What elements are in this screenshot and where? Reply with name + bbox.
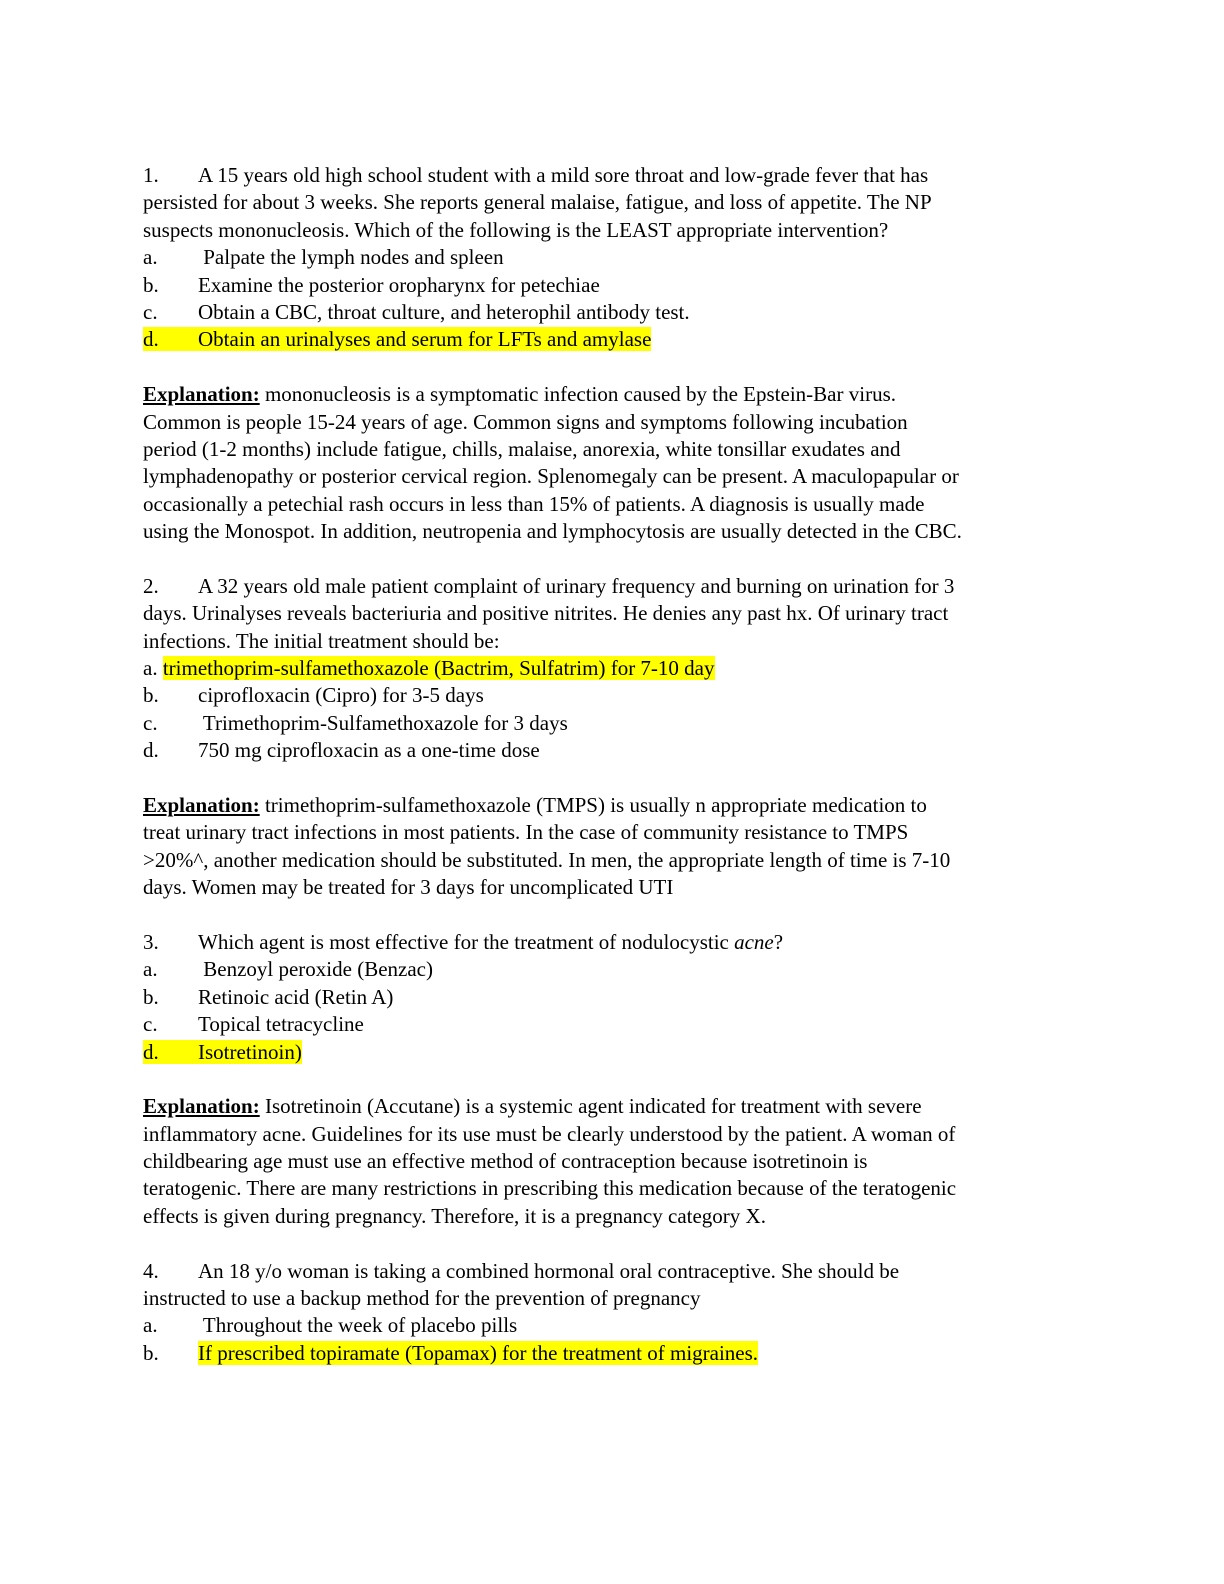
question-number: 3. (143, 929, 159, 954)
explanation-line: occasionally a petechial rash occurs in less than 15% of patients. A diagnosis is usually made (143, 491, 925, 516)
question-2 (143, 573, 1088, 902)
answer-option-d: d. 750 mg ciprofloxacin as a one-time dose (143, 738, 540, 763)
explanation-3: Explanation: Isotretinoin (Accutane) is a systemic agent indicated for treatment with severe inflammatory acne. Guidelines for its use must be clearly understood by the patient. A woman of childbearing age must use an effective method of contraception because isotretinoin is teratogenic. There are many restrictions in prescribing this medication because of the teratogenic effects is given during pregnancy. Therefore, it is a pregnancy category X. (143, 1093, 1088, 1230)
question-3 (143, 929, 1088, 1230)
explanation-line: treat urinary tract infections in most patients. In the case of community resistance to TMPS (143, 820, 909, 845)
answer-option-b: b. ciprofloxacin (Cipro) for 3-5 days (143, 683, 484, 708)
explanation-line: days. Women may be treated for 3 days for uncomplicated UTI (143, 875, 674, 900)
answer-option-a: a. Benzoyl peroxide (Benzac) (143, 957, 433, 982)
explanation-1: Explanation: mononucleosis is a symptomatic infection caused by the Epstein-Bar virus. Common is people 15-24 years of age. Common signs and symptoms following incubation period (1-2 months) include fatigue, chills, malaise, anorexia, white tonsillar exudates and lymphadenopathy or posterior cervical region. Splenomegaly can be present. A maculopapular or occasionally a petechial rash occurs in less than 15% of patients. A diagnosis is usually made using the Monospot. In addition, neutropenia and lymphocytosis are usually detected in the CBC. (143, 381, 1088, 545)
answer-option-b: b. Examine the posterior oropharynx for petechiae (143, 272, 600, 297)
explanation-line: inflammatory acne. Guidelines for its use must be clearly understood by the patient. A woman of (143, 1121, 956, 1146)
question-number: 1. (143, 163, 159, 187)
explanation-line: >20%^, another medication should be substituted. In men, the appropriate length of time is 7-10 (143, 847, 951, 872)
question-1 (143, 162, 1088, 545)
question-number: 2. (143, 573, 159, 598)
question-stem-line: 2. A 32 years old male patient complaint of urinary frequency and burning on urination for 3 (143, 573, 1088, 600)
explanation-line: effects is given during pregnancy. Therefore, it is a pregnancy category X. (143, 1203, 766, 1228)
question-stem-line: days. Urinalyses reveals bacteriuria and positive nitrites. He denies any past hx. Of urinary tract (143, 601, 949, 626)
question-stem-line: instructed to use a backup method for the prevention of pregnancy (143, 1286, 701, 1311)
explanation-line: Common is people 15-24 years of age. Common signs and symptoms following incubation (143, 409, 908, 434)
answer-option-c: c. Topical tetracycline (143, 1012, 364, 1037)
explanation-line: childbearing age must use an effective method of contraception because isotretinoin is (143, 1149, 868, 1174)
question-stem-line: 3. Which agent is most effective for the treatment of nodulocystic acne? (143, 929, 1088, 956)
explanation-line: lymphadenopathy or posterior cervical region. Splenomegaly can be present. A maculopapular or (143, 464, 959, 489)
explanation-label: Explanation: (143, 1094, 260, 1119)
explanation-line: period (1-2 months) include fatigue, chills, malaise, anorexia, white tonsillar exudates and (143, 436, 901, 461)
question-4 (143, 1258, 1088, 1368)
explanation-2: Explanation: trimethoprim-sulfamethoxazole (TMPS) is usually n appropriate medication to treat urinary tract infections in most patients. In the case of community resistance to TMPS >20%^, another medication should be substituted. In men, the appropriate length of time is 7-10 days. Women may be treated for 3 days for uncomplicated UTI (143, 792, 1088, 902)
answer-option-c: c. Obtain a CBC, throat culture, and heterophil antibody test. (143, 299, 690, 324)
answer-option-d-correct: d. Obtain an urinalyses and serum for LFTs and amylase (143, 327, 652, 352)
answer-option-d-correct: d. Isotretinoin) (143, 1039, 302, 1064)
answer-option-a: a. Palpate the lymph nodes and spleen (143, 245, 504, 270)
question-stem-line: 1. A 15 years old high school student with a mild sore throat and low-grade fever that has (143, 162, 1088, 189)
answer-option-c: c. Trimethoprim-Sulfamethoxazole for 3 days (143, 710, 568, 735)
answer-option-a-correct: a. trimethoprim-sulfamethoxazole (Bactrim, Sulfatrim) for 7-10 day (143, 656, 715, 681)
answer-option-b: b. Retinoic acid (Retin A) (143, 984, 394, 1009)
explanation-line: teratogenic. There are many restrictions in prescribing this medication because of the teratogenic (143, 1176, 957, 1201)
explanation-label: Explanation: (143, 382, 260, 407)
question-stem-line: suspects mononucleosis. Which of the following is the LEAST appropriate intervention? (143, 217, 889, 242)
question-stem-line: 4. An 18 y/o woman is taking a combined hormonal oral contraceptive. She should be (143, 1258, 1088, 1285)
question-stem-line: infections. The initial treatment should be: (143, 628, 500, 653)
answer-option-b-correct: b. If prescribed topiramate (Topamax) for the treatment of migraines. (143, 1340, 759, 1365)
answer-option-a: a. Throughout the week of placebo pills (143, 1313, 518, 1338)
question-number: 4. (143, 1258, 159, 1283)
document-page (143, 162, 1088, 1367)
question-stem-line: persisted for about 3 weeks. She reports general malaise, fatigue, and loss of appetite. The NP (143, 190, 932, 215)
explanation-label: Explanation: (143, 792, 260, 817)
explanation-line: using the Monospot. In addition, neutropenia and lymphocytosis are usually detected in the CBC. (143, 519, 962, 544)
